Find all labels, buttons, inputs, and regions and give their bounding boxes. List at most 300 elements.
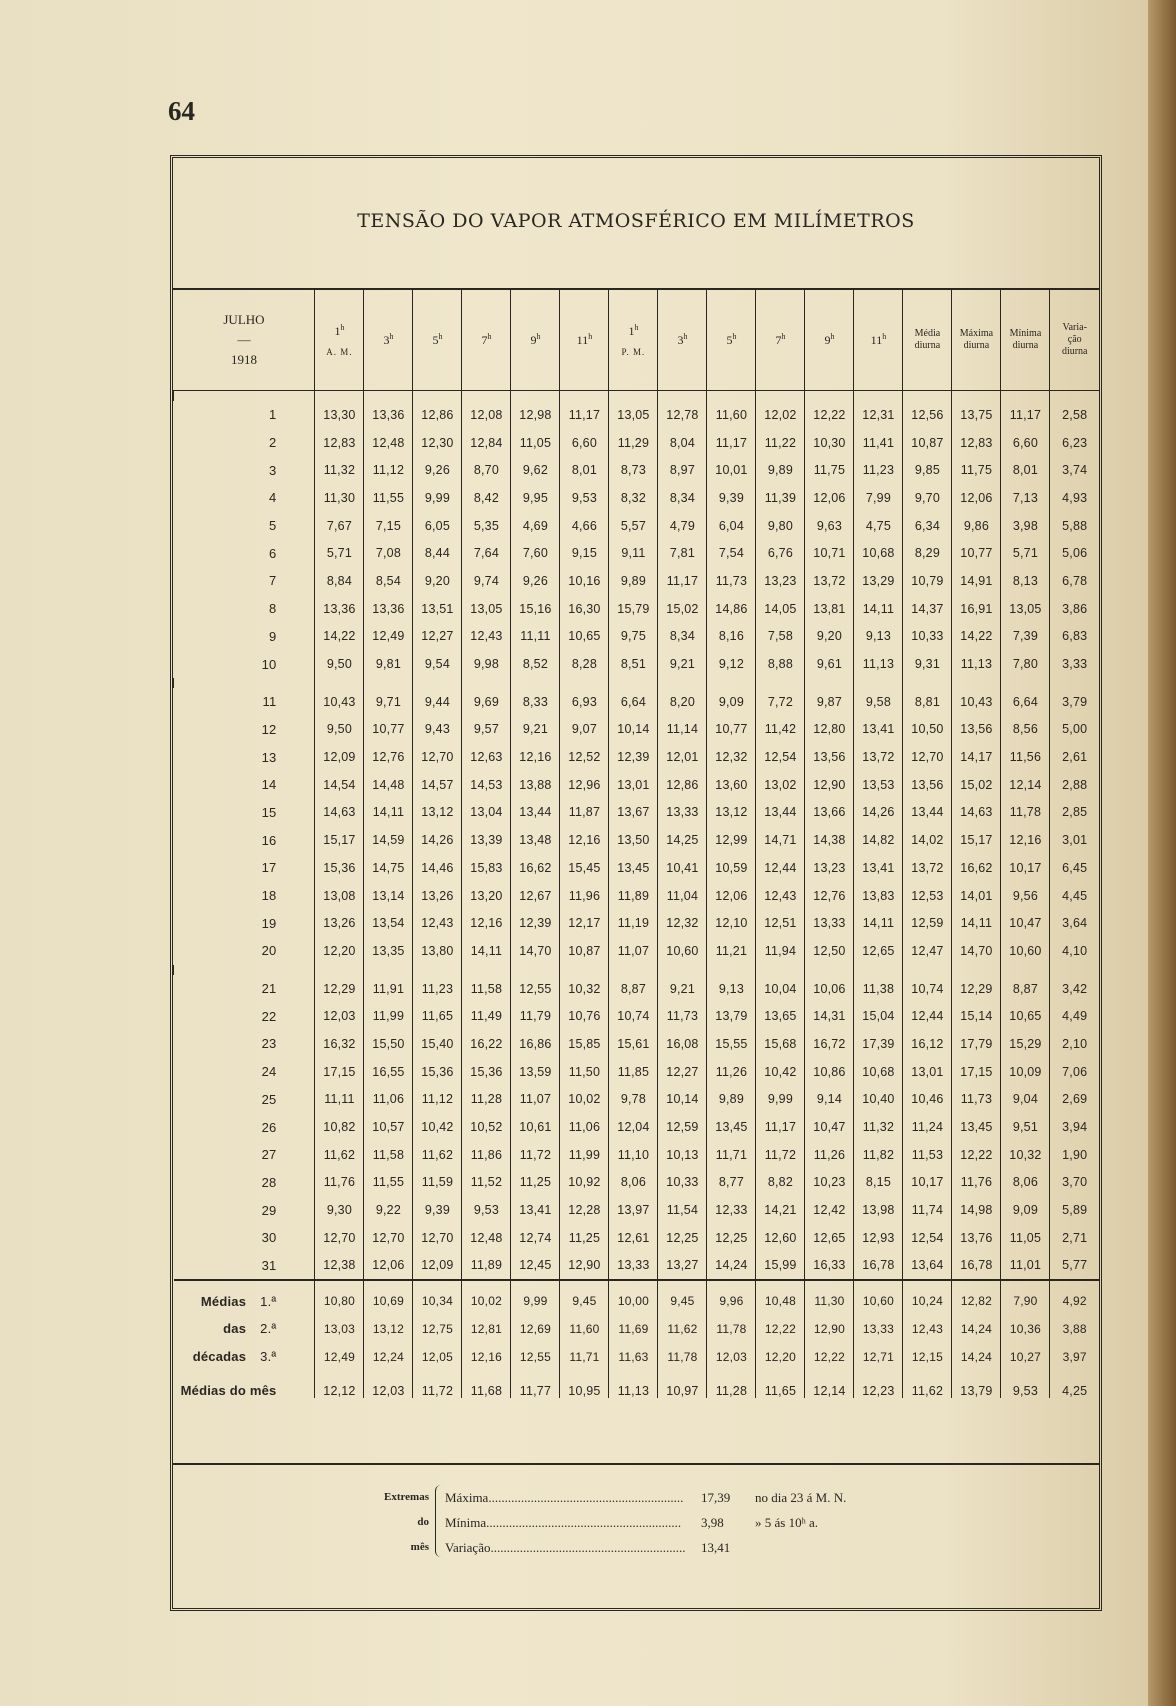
cell-value: 9,50 — [315, 716, 364, 744]
cell-value: 10,60 — [854, 1280, 903, 1315]
cell-value: 11,25 — [560, 1224, 609, 1252]
cell-value: 11,41 — [854, 429, 903, 457]
cell-value: 4,25 — [1050, 1370, 1099, 1398]
cell-value: 11,72 — [413, 1370, 462, 1398]
cell-value: 8,88 — [756, 650, 805, 678]
cell-value: 12,49 — [315, 1343, 364, 1371]
hour-header — [511, 290, 560, 391]
cell-value: 15,99 — [756, 1252, 805, 1281]
table-row — [174, 1252, 1100, 1281]
cell-value: 5,77 — [1050, 1252, 1099, 1281]
cell-value: 9,89 — [609, 567, 658, 595]
cell-value: 12,70 — [364, 1224, 413, 1252]
cell-value: 13,65 — [756, 1002, 805, 1030]
table-row — [174, 1058, 1100, 1086]
extreme-value: 17,39 — [701, 1490, 731, 1505]
cell-value: 16,78 — [854, 1252, 903, 1281]
cell-value: 12,03 — [707, 1343, 756, 1371]
cell-value: 6,64 — [1001, 688, 1050, 716]
cell-value: 11,65 — [413, 1002, 462, 1030]
cell-value: 13,39 — [462, 826, 511, 854]
cell-value: 12,90 — [805, 1315, 854, 1343]
cell-value: 13,12 — [364, 1315, 413, 1343]
cell-value: 17,15 — [315, 1058, 364, 1086]
day-number: 26 — [261, 1119, 277, 1135]
cell-value: 12,16 — [511, 743, 560, 771]
table-body — [174, 391, 1100, 1399]
cell-value: 11,42 — [756, 716, 805, 744]
cell-value: 14,98 — [952, 1196, 1001, 1224]
cell-value: 15,68 — [756, 1030, 805, 1058]
day-number: 23 — [261, 1036, 277, 1052]
cell-value: 10,60 — [658, 937, 707, 965]
day-number: 12 — [261, 721, 277, 737]
cell-value: 12,76 — [805, 882, 854, 910]
cell-value: 15,29 — [1001, 1030, 1050, 1058]
cell-value: 16,62 — [511, 854, 560, 882]
cell-value: 10,97 — [658, 1370, 707, 1398]
cell-value: 3,01 — [1050, 826, 1099, 854]
cell-value: 8,04 — [658, 429, 707, 457]
cell-value: 12,15 — [903, 1343, 952, 1371]
cell-value: 9,99 — [756, 1086, 805, 1114]
cell-value: 6,78 — [1050, 567, 1099, 595]
cell-value: 11,19 — [609, 909, 658, 937]
cell-value: 13,41 — [854, 716, 903, 744]
cell-value: 9,26 — [511, 567, 560, 595]
cell-value: 10,34 — [413, 1280, 462, 1315]
cell-value: 6,83 — [1050, 623, 1099, 651]
cell-value: 14,75 — [364, 854, 413, 882]
hour-value: 9 — [824, 333, 831, 347]
cell-value: 10,80 — [315, 1280, 364, 1315]
cell-value: 12,99 — [707, 826, 756, 854]
cell-value: 16,32 — [315, 1030, 364, 1058]
day-number: 19 — [261, 915, 277, 931]
hour-header — [805, 290, 854, 391]
cell-value: 3,94 — [1050, 1113, 1099, 1141]
cell-value: 13,48 — [511, 826, 560, 854]
cell-value: 8,73 — [609, 456, 658, 484]
cell-value: 11,59 — [413, 1169, 462, 1197]
table-row — [174, 595, 1100, 623]
cell-value: 9,75 — [609, 623, 658, 651]
extreme-note: » 5 ás 10ʰ a. — [755, 1515, 819, 1530]
cell-value: 12,84 — [462, 429, 511, 457]
cell-value: 12,24 — [364, 1343, 413, 1371]
cell-value: 10,23 — [805, 1169, 854, 1197]
cell-value: 9,80 — [756, 512, 805, 540]
cell-value: 14,53 — [462, 771, 511, 799]
cell-value: 10,32 — [560, 975, 609, 1003]
cell-value: 16,72 — [805, 1030, 854, 1058]
cell-value: 11,58 — [462, 975, 511, 1003]
cell-value: 3,88 — [1050, 1315, 1099, 1343]
hour-suffix: h — [588, 332, 593, 341]
extreme-name: Variação............................................................ — [445, 1540, 686, 1555]
cell-value: 12,32 — [658, 909, 707, 937]
cell-value: 13,05 — [462, 595, 511, 623]
cell-value: 15,85 — [560, 1030, 609, 1058]
cell-value: 13,76 — [952, 1224, 1001, 1252]
cell-value: 11,30 — [805, 1280, 854, 1315]
pm-label: P. M. — [621, 347, 646, 357]
cell-value: 14,59 — [364, 826, 413, 854]
cell-value: 13,12 — [707, 799, 756, 827]
extreme-line — [445, 1510, 1005, 1535]
cell-value: 9,56 — [1001, 882, 1050, 910]
cell-value: 12,80 — [805, 716, 854, 744]
cell-value: 5,88 — [1050, 512, 1099, 540]
cell-value: 11,06 — [560, 1113, 609, 1141]
cell-value: 12,63 — [462, 743, 511, 771]
cell-value: 14,57 — [413, 771, 462, 799]
cell-value: 12,03 — [364, 1370, 413, 1398]
table-row — [174, 429, 1100, 457]
cell-value: 11,78 — [658, 1343, 707, 1371]
cell-value: 10,65 — [560, 623, 609, 651]
cell-value: 12,25 — [658, 1224, 707, 1252]
cell-value: 11,71 — [560, 1343, 609, 1371]
cell-value: 10,14 — [609, 716, 658, 744]
cell-value: 9,89 — [707, 1086, 756, 1114]
hour-header — [315, 290, 364, 391]
cell-value: 7,54 — [707, 539, 756, 567]
cell-value: 12,96 — [560, 771, 609, 799]
hour-suffix: h — [683, 332, 688, 341]
cell-value: 9,14 — [805, 1086, 854, 1114]
media-diurna-header: Média diurna — [903, 290, 952, 391]
cell-value: 4,75 — [854, 512, 903, 540]
cell-value: 12,50 — [805, 937, 854, 965]
cell-value: 10,71 — [805, 539, 854, 567]
hour-suffix: h — [882, 332, 887, 341]
table-row — [174, 456, 1100, 484]
cell-value: 9,45 — [658, 1280, 707, 1315]
cell-value: 7,90 — [1001, 1280, 1050, 1315]
cell-value: 15,79 — [609, 595, 658, 623]
cell-value: 13,56 — [805, 743, 854, 771]
cell-value: 8,77 — [707, 1169, 756, 1197]
cell-value: 13,97 — [609, 1196, 658, 1224]
day-number: 18 — [261, 888, 277, 904]
day-number: 20 — [261, 943, 277, 959]
cell-value: 14,54 — [315, 771, 364, 799]
cell-value: 11,07 — [511, 1086, 560, 1114]
cell-value: 4,69 — [511, 512, 560, 540]
cell-value: 9,07 — [560, 716, 609, 744]
cell-value: 12,43 — [462, 623, 511, 651]
cell-value: 9,15 — [560, 539, 609, 567]
cell-value: 10,77 — [952, 539, 1001, 567]
cell-value: 10,01 — [707, 456, 756, 484]
cell-value: 3,64 — [1050, 909, 1099, 937]
cell-value: 14,70 — [952, 937, 1001, 965]
cell-value: 9,13 — [854, 623, 903, 651]
cell-value: 11,23 — [413, 975, 462, 1003]
cell-value: 10,50 — [903, 716, 952, 744]
cell-value: 11,38 — [854, 975, 903, 1003]
cell-value: 10,76 — [560, 1002, 609, 1030]
cell-value: 11,17 — [560, 401, 609, 429]
cell-value: 10,87 — [903, 429, 952, 457]
cell-value: 14,25 — [658, 826, 707, 854]
hour-value: 5 — [432, 333, 439, 347]
cell-value: 13,36 — [364, 401, 413, 429]
cell-value: 15,17 — [315, 826, 364, 854]
cell-value: 12,01 — [658, 743, 707, 771]
cell-value: 7,81 — [658, 539, 707, 567]
cell-value: 11,26 — [805, 1141, 854, 1169]
cell-value: 11,55 — [364, 484, 413, 512]
cell-value: 8,13 — [1001, 567, 1050, 595]
cell-value: 14,37 — [903, 595, 952, 623]
cell-value: 12,75 — [413, 1315, 462, 1343]
decade-ordinal: 2.ª — [260, 1321, 277, 1337]
cell-value: 10,69 — [364, 1280, 413, 1315]
cell-value: 12,27 — [413, 623, 462, 651]
cell-value: 14,11 — [462, 937, 511, 965]
cell-value: 8,44 — [413, 539, 462, 567]
day-number: 6 — [269, 545, 277, 561]
cell-value: 14,38 — [805, 826, 854, 854]
cell-value: 13,51 — [413, 595, 462, 623]
hour-header — [364, 290, 413, 391]
cell-value: 11,94 — [756, 937, 805, 965]
cell-value: 10,92 — [560, 1169, 609, 1197]
cell-value: 11,58 — [364, 1141, 413, 1169]
cell-value: 12,22 — [805, 401, 854, 429]
cell-value: 4,66 — [560, 512, 609, 540]
cell-value: 10,68 — [854, 1058, 903, 1086]
cell-value: 8,34 — [658, 623, 707, 651]
hour-header — [609, 290, 658, 391]
cell-value: 9,61 — [805, 650, 854, 678]
cell-value: 13,23 — [805, 854, 854, 882]
cell-value: 13,14 — [364, 882, 413, 910]
table-row — [174, 937, 1100, 965]
cell-value: 12,23 — [854, 1370, 903, 1398]
hour-header — [560, 290, 609, 391]
cell-value: 11,62 — [903, 1370, 952, 1398]
cell-value: 10,77 — [707, 716, 756, 744]
cell-value: 9,53 — [462, 1196, 511, 1224]
cell-value: 12,55 — [511, 1343, 560, 1371]
cell-value: 14,11 — [854, 595, 903, 623]
cell-value: 12,65 — [805, 1224, 854, 1252]
cell-value: 14,24 — [952, 1343, 1001, 1371]
cell-value: 13,75 — [952, 401, 1001, 429]
cell-value: 14,71 — [756, 826, 805, 854]
cell-value: 12,61 — [609, 1224, 658, 1252]
table-row — [174, 1141, 1100, 1169]
cell-value: 14,11 — [854, 909, 903, 937]
extreme-value: 3,98 — [701, 1515, 724, 1530]
cell-value: 14,82 — [854, 826, 903, 854]
cell-value: 3,97 — [1050, 1343, 1099, 1371]
cell-value: 9,96 — [707, 1280, 756, 1315]
cell-value: 11,28 — [462, 1086, 511, 1114]
cell-value: 8,70 — [462, 456, 511, 484]
cell-value: 15,61 — [609, 1030, 658, 1058]
cell-value: 15,14 — [952, 1002, 1001, 1030]
cell-value: 14,21 — [756, 1196, 805, 1224]
cell-value: 7,67 — [315, 512, 364, 540]
cell-value: 13,79 — [952, 1370, 1001, 1398]
hour-value: 1 — [334, 324, 341, 338]
hour-value: 3 — [383, 333, 390, 347]
cell-value: 14,01 — [952, 882, 1001, 910]
cell-value: 12,29 — [315, 975, 364, 1003]
cell-value: 11,82 — [854, 1141, 903, 1169]
cell-value: 3,70 — [1050, 1169, 1099, 1197]
cell-value: 6,05 — [413, 512, 462, 540]
table-row — [174, 716, 1100, 744]
cell-value: 11,13 — [609, 1370, 658, 1398]
cell-value: 15,55 — [707, 1030, 756, 1058]
cell-value: 6,64 — [609, 688, 658, 716]
cell-value: 11,73 — [658, 1002, 707, 1030]
cell-value: 10,42 — [756, 1058, 805, 1086]
cell-value: 16,30 — [560, 595, 609, 623]
cell-value: 8,01 — [1001, 456, 1050, 484]
cell-value: 5,35 — [462, 512, 511, 540]
cell-value: 12,27 — [658, 1058, 707, 1086]
cell-value: 7,64 — [462, 539, 511, 567]
cell-value: 12,82 — [952, 1280, 1001, 1315]
cell-value: 13,72 — [805, 567, 854, 595]
cell-value: 6,23 — [1050, 429, 1099, 457]
cell-value: 8,33 — [511, 688, 560, 716]
cell-value: 10,33 — [903, 623, 952, 651]
hour-suffix: h — [830, 332, 835, 341]
cell-value: 9,63 — [805, 512, 854, 540]
cell-value: 7,13 — [1001, 484, 1050, 512]
cell-value: 12,43 — [756, 882, 805, 910]
cell-value: 13,33 — [805, 909, 854, 937]
hour-suffix: h — [487, 332, 492, 341]
month-extremes — [173, 1463, 1099, 1608]
cell-value: 8,15 — [854, 1169, 903, 1197]
decade-group-label: Médias — [200, 1293, 247, 1309]
hour-suffix: h — [340, 323, 345, 332]
cell-value: 11,32 — [854, 1113, 903, 1141]
hour-value: 9 — [530, 333, 537, 347]
cell-value: 12,22 — [952, 1141, 1001, 1169]
cell-value: 9,30 — [315, 1196, 364, 1224]
cell-value: 11,62 — [315, 1141, 364, 1169]
cell-value: 11,06 — [364, 1086, 413, 1114]
cell-value: 13,27 — [658, 1252, 707, 1281]
cell-value: 12,33 — [707, 1196, 756, 1224]
cell-value: 4,49 — [1050, 1002, 1099, 1030]
cell-value: 12,70 — [413, 743, 462, 771]
cell-value: 12,76 — [364, 743, 413, 771]
cell-value: 11,62 — [658, 1315, 707, 1343]
table-row — [174, 743, 1100, 771]
cell-value: 9,86 — [952, 512, 1001, 540]
cell-value: 13,02 — [756, 771, 805, 799]
extremes-label: Extremas do mês — [383, 1491, 429, 1553]
cell-value: 7,80 — [1001, 650, 1050, 678]
cell-value: 8,52 — [511, 650, 560, 678]
month-year-header — [174, 290, 315, 391]
hour-suffix: h — [389, 332, 394, 341]
cell-value: 2,10 — [1050, 1030, 1099, 1058]
cell-value: 12,39 — [609, 743, 658, 771]
cell-value: 11,56 — [1001, 743, 1050, 771]
decade-label — [174, 1343, 315, 1371]
cell-value: 4,92 — [1050, 1280, 1099, 1315]
cell-value: 13,83 — [854, 882, 903, 910]
cell-value: 16,62 — [952, 854, 1001, 882]
cell-value: 10,74 — [609, 1002, 658, 1030]
cell-value: 12,74 — [511, 1224, 560, 1252]
cell-value: 14,48 — [364, 771, 413, 799]
table-row — [174, 975, 1100, 1003]
day-number: 16 — [261, 832, 277, 848]
header-row — [174, 290, 1100, 391]
cell-value: 9,39 — [413, 1196, 462, 1224]
hour-value: 11 — [870, 333, 883, 347]
cell-value: 12,02 — [756, 401, 805, 429]
cell-value: 9,44 — [413, 688, 462, 716]
cell-value: 13,30 — [315, 401, 364, 429]
cell-value: 10,79 — [903, 567, 952, 595]
cell-value: 12,29 — [952, 975, 1001, 1003]
day-number: 25 — [261, 1091, 277, 1107]
cell-value: 13,41 — [511, 1196, 560, 1224]
cell-value: 12,78 — [658, 401, 707, 429]
cell-value: 9,58 — [854, 688, 903, 716]
cell-value: 11,79 — [511, 1002, 560, 1030]
cell-value: 12,38 — [315, 1252, 364, 1281]
cell-value: 11,99 — [560, 1141, 609, 1169]
hour-header — [756, 290, 805, 391]
cell-value: 13,44 — [756, 799, 805, 827]
day-number: 5 — [269, 518, 277, 534]
hour-value: 11 — [576, 333, 589, 347]
cell-value: 10,32 — [1001, 1141, 1050, 1169]
cell-value: 5,89 — [1050, 1196, 1099, 1224]
cell-value: 15,16 — [511, 595, 560, 623]
cell-value: 13,88 — [511, 771, 560, 799]
cell-value: 13,08 — [315, 882, 364, 910]
cell-value: 9,99 — [413, 484, 462, 512]
cell-value: 14,11 — [364, 799, 413, 827]
table-row — [174, 1113, 1100, 1141]
cell-value: 13,29 — [854, 567, 903, 595]
cell-value: 12,86 — [658, 771, 707, 799]
cell-value: 8,42 — [462, 484, 511, 512]
cell-value: 14,86 — [707, 595, 756, 623]
cell-value: 11,78 — [707, 1315, 756, 1343]
cell-value: 12,14 — [805, 1370, 854, 1398]
cell-value: 13,04 — [462, 799, 511, 827]
cell-value: 12,54 — [756, 743, 805, 771]
day-number: 24 — [261, 1064, 277, 1080]
cell-value: 14,91 — [952, 567, 1001, 595]
table-row — [174, 650, 1100, 678]
cell-value: 12,48 — [462, 1224, 511, 1252]
hour-value: 3 — [677, 333, 684, 347]
cell-value: 10,95 — [560, 1370, 609, 1398]
cell-value: 8,29 — [903, 539, 952, 567]
cell-value: 12,48 — [364, 429, 413, 457]
cell-value: 11,96 — [560, 882, 609, 910]
cell-value: 10,33 — [658, 1169, 707, 1197]
cell-value: 8,87 — [609, 975, 658, 1003]
